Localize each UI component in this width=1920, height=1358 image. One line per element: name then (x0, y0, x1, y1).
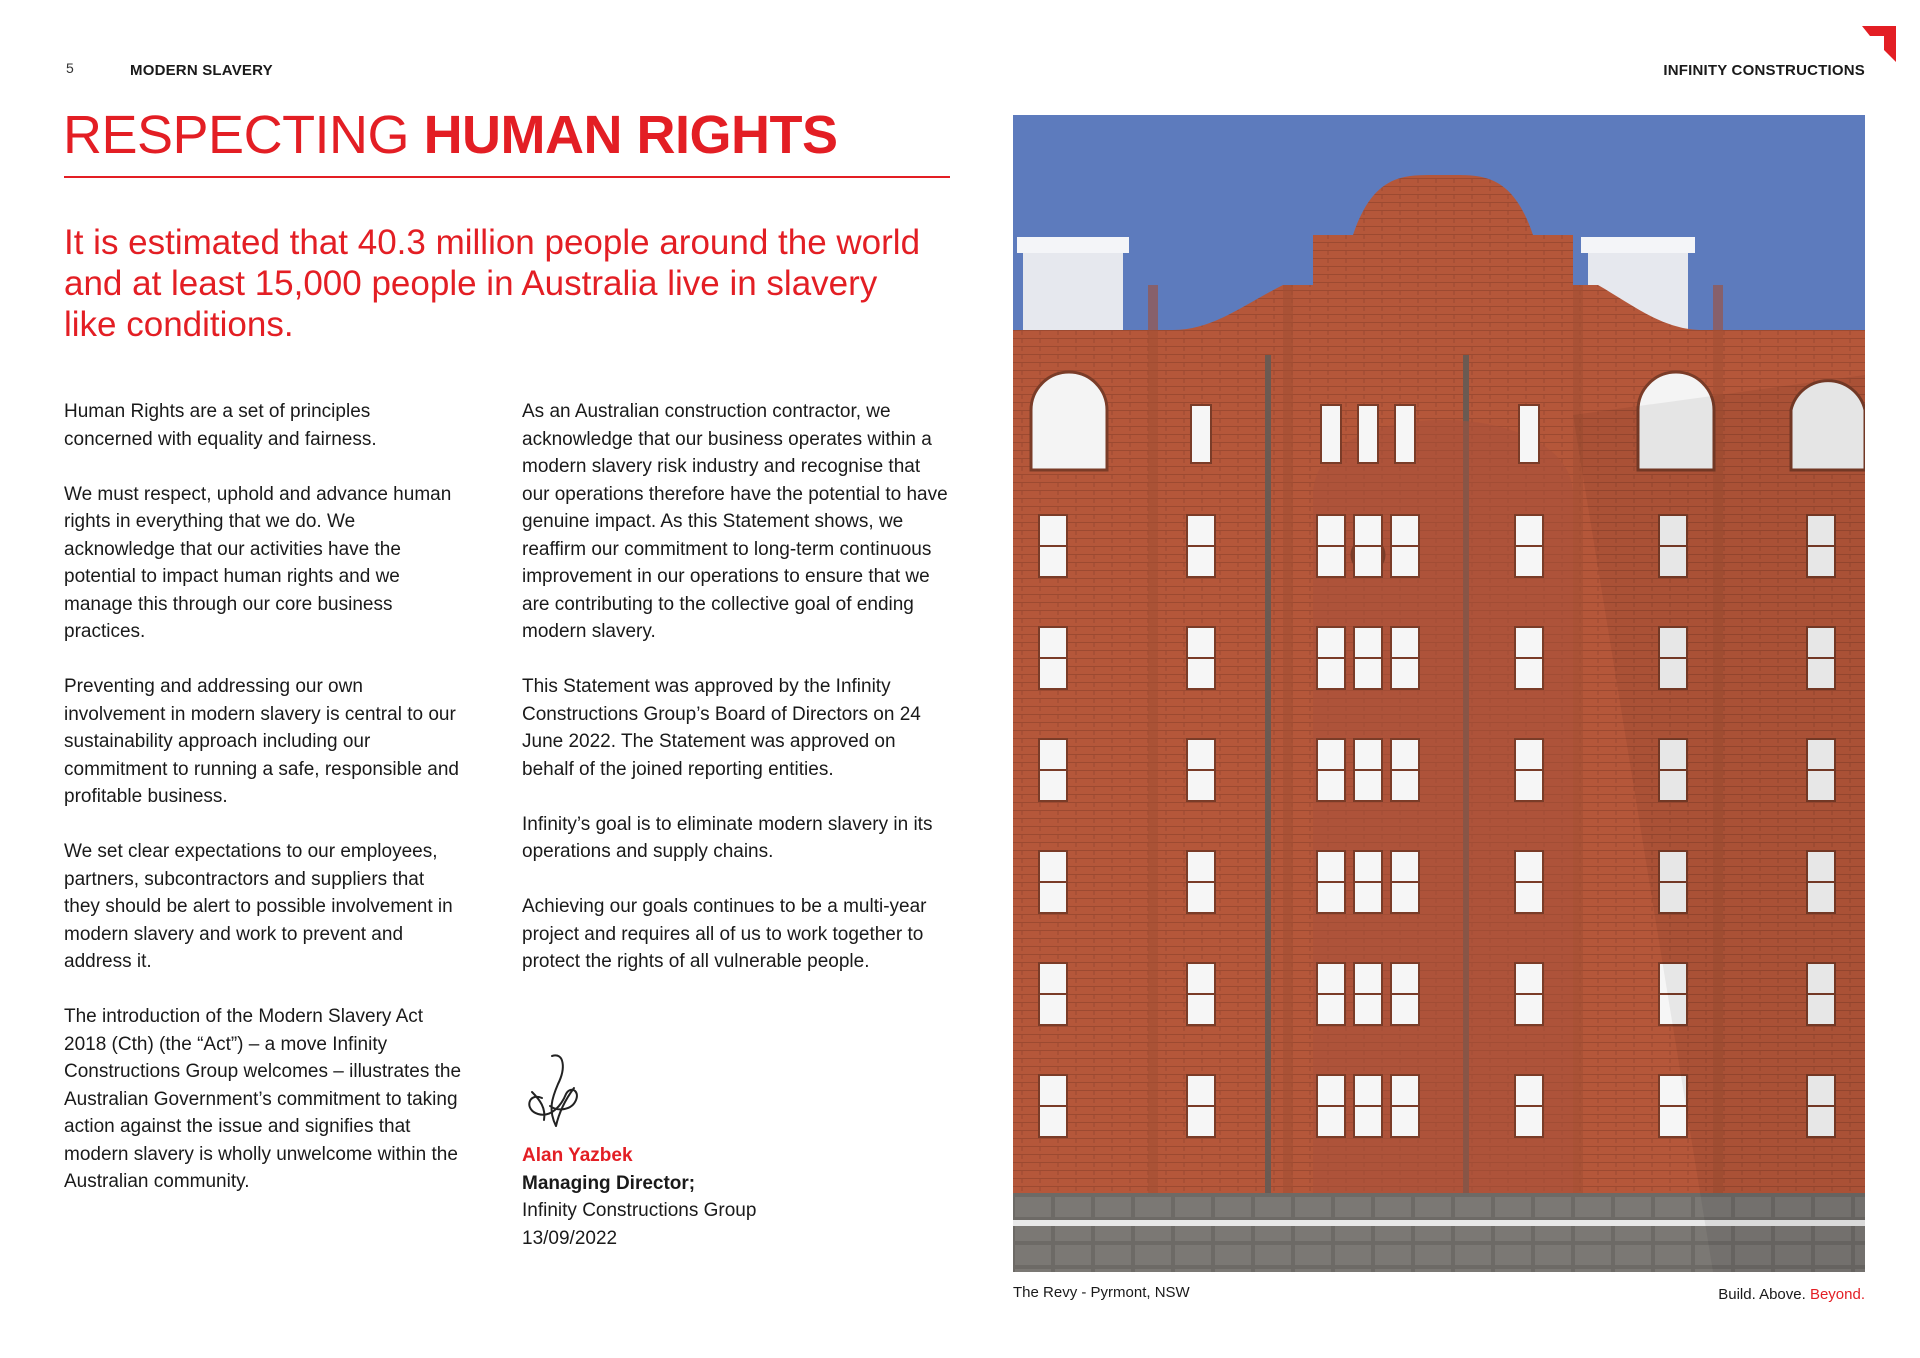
title-light: RESPECTING (63, 105, 424, 165)
paragraph: We set clear expectations to our employees, partners, subcontractors and suppliers that they should be alert to possible involvement in modern slavery and work to prevent and address it. (64, 841, 453, 972)
lead-statement: It is estimated that 40.3 million people around the world and at least 15,000 people in Australia live in slavery like conditions. (64, 223, 921, 344)
window-pane (1395, 405, 1415, 463)
paragraph: Preventing and addressing our own involvement in modern slavery is central to our sustainability approach including our commitment to running a safe, responsible and profitable business. (64, 676, 459, 807)
paragraph: As an Australian construction contractor, we acknowledge that our business operates within a modern slavery risk industry and recognise that our operations therefore have the potential to have genuine impact. As this Statement shows, we reaffirm our commitment to long-term continuous improvement in our operations to ensure that we are contributing to the collective goal of ending modern slavery. (522, 401, 948, 642)
signatory-organisation: Infinity Constructions Group (522, 1200, 757, 1221)
signatory-role: Managing Director; (522, 1173, 696, 1194)
window-pane (1358, 405, 1378, 463)
corner-logo-mark (1858, 22, 1900, 64)
building-photo (1013, 115, 1865, 1272)
paragraph: The introduction of the Modern Slavery Act 2018 (Cth) (the “Act”) – a move Infinity Constructions Group welcomes – illustrates the Australian Government’s commitment to taking action against the issue and signifies that modern slavery is wholly unwelcome within the Australian community. (64, 1006, 462, 1192)
brand-name: INFINITY CONSTRUCTIONS (1663, 62, 1865, 79)
title-bold: HUMAN RIGHTS (423, 105, 838, 165)
body-column-2 (522, 398, 952, 1003)
signature-date: 13/09/2022 (522, 1228, 618, 1249)
tagline-part-2: Beyond. (1809, 1286, 1865, 1303)
paragraph: Human Rights are a set of principles concerned with equality and fairness. (64, 401, 377, 450)
tagline-part-1: Build. Above. (1718, 1286, 1810, 1303)
window-pane (1191, 405, 1211, 463)
signature-image (522, 1048, 592, 1138)
paragraph: Achieving our goals continues to be a multi-year project and requires all of us to work together to protect the rights of all vulnerable people. (522, 896, 927, 972)
building-illustration (1013, 115, 1865, 1272)
paragraph: This Statement was approved by the Infinity Constructions Group’s Board of Directors on 24 June 2022. The Statement was approved on behalf of the joined reporting entities. (522, 676, 921, 780)
section-label: MODERN SLAVERY (130, 62, 273, 79)
page-title (63, 105, 838, 165)
signatory-name: Alan Yazbek (522, 1145, 633, 1166)
paragraph: We must respect, uphold and advance human rights in everything that we do. We acknowledge that our activities have the potential to impact human rights and we manage this through our core business practices. (64, 483, 452, 642)
tagline (1718, 1286, 1865, 1303)
body-column-1 (64, 398, 464, 1223)
photo-caption: The Revy - Pyrmont, NSW (1013, 1284, 1190, 1301)
title-divider (64, 176, 950, 178)
paragraph: Infinity’s goal is to eliminate modern slavery in its operations and supply chains. (522, 813, 933, 862)
window-pane (1321, 405, 1341, 463)
page-number: 5 (66, 60, 74, 76)
window-pane (1519, 405, 1539, 463)
